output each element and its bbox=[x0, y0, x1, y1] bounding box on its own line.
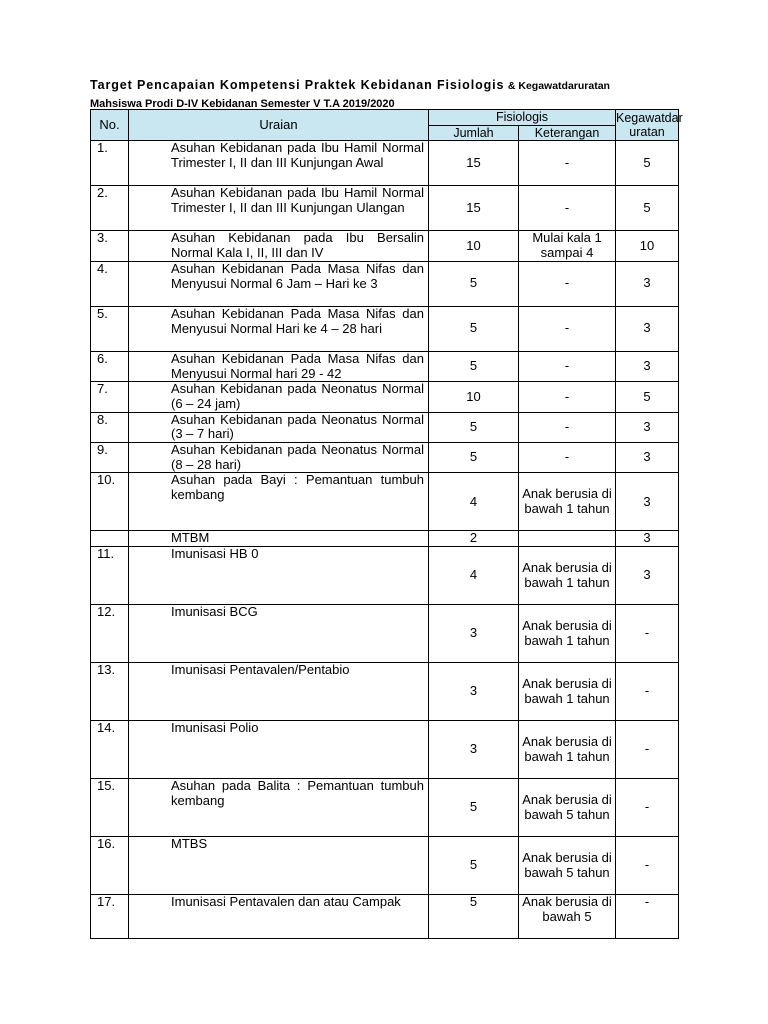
row-kegawatdaruratan: - bbox=[616, 721, 679, 779]
row-kegawatdaruratan: 3 bbox=[616, 531, 679, 547]
row-number: 14. bbox=[91, 721, 129, 779]
row-jumlah: 5 bbox=[429, 443, 519, 473]
row-uraian: Asuhan Kebidanan pada Neonatus Normal (3 – 7 hari) bbox=[129, 412, 429, 442]
table-row bbox=[91, 473, 679, 531]
row-keterangan: Mulai kala 1 sampai 4 bbox=[519, 231, 616, 261]
row-keterangan: Anak berusia di bawah 1 tahun bbox=[519, 721, 616, 779]
row-number: 8. bbox=[91, 412, 129, 442]
row-kegawatdaruratan: - bbox=[616, 837, 679, 895]
row-uraian: Asuhan pada Balita : Pemantuan tumbuh kembang bbox=[129, 779, 429, 837]
row-number: 1. bbox=[91, 141, 129, 186]
row-keterangan: - bbox=[519, 412, 616, 442]
row-number: 4. bbox=[91, 261, 129, 306]
row-keterangan: Anak berusia di bawah 5 tahun bbox=[519, 779, 616, 837]
row-kegawatdaruratan: 5 bbox=[616, 382, 679, 412]
row-jumlah: 5 bbox=[429, 895, 519, 939]
row-kegawatdaruratan: 3 bbox=[616, 547, 679, 605]
row-uraian: Asuhan Kebidanan Pada Masa Nifas dan Menyusui Normal Hari ke 4 – 28 hari bbox=[129, 306, 429, 351]
row-uraian: Asuhan Kebidanan pada Neonatus Normal (6 – 24 jam) bbox=[129, 382, 429, 412]
row-jumlah: 3 bbox=[429, 605, 519, 663]
table-row bbox=[91, 443, 679, 473]
row-number: 17. bbox=[91, 895, 129, 939]
table-row bbox=[91, 412, 679, 442]
table-row bbox=[91, 382, 679, 412]
header-fisiologis: Fisiologis bbox=[429, 110, 616, 126]
row-number: 6. bbox=[91, 351, 129, 381]
row-keterangan: Anak berusia di bawah 1 tahun bbox=[519, 605, 616, 663]
row-jumlah: 5 bbox=[429, 412, 519, 442]
row-uraian: Asuhan pada Bayi : Pemantuan tumbuh kembang bbox=[129, 473, 429, 531]
row-number: 5. bbox=[91, 306, 129, 351]
row-number: 2. bbox=[91, 186, 129, 231]
row-keterangan: - bbox=[519, 443, 616, 473]
row-uraian: Imunisasi BCG bbox=[129, 605, 429, 663]
row-jumlah: 3 bbox=[429, 663, 519, 721]
row-jumlah: 4 bbox=[429, 473, 519, 531]
header-kegawatdaruratan: Kegawatdar uratan bbox=[616, 110, 683, 140]
header-jumlah: Jumlah bbox=[429, 125, 519, 141]
row-number: 10. bbox=[91, 473, 129, 531]
row-jumlah: 5 bbox=[429, 306, 519, 351]
title-subtitle: Mahsiswa Prodi D-IV Kebidanan Semester V T.A 2019/2020 bbox=[90, 98, 395, 110]
row-jumlah: 3 bbox=[429, 721, 519, 779]
row-keterangan: Anak berusia di bawah 1 tahun bbox=[519, 663, 616, 721]
row-number: 11. bbox=[91, 547, 129, 605]
row-jumlah: 15 bbox=[429, 141, 519, 186]
row-keterangan: Anak berusia di bawah 5 tahun bbox=[519, 837, 616, 895]
row-number: 9. bbox=[91, 443, 129, 473]
row-kegawatdaruratan: 10 bbox=[616, 231, 679, 261]
row-jumlah: 10 bbox=[429, 231, 519, 261]
row-number bbox=[91, 531, 129, 547]
row-uraian: Imunisasi HB 0 bbox=[129, 547, 429, 605]
header-no: No. bbox=[91, 110, 129, 141]
row-uraian: Asuhan Kebidanan pada Ibu Hamil Normal Trimester I, II dan III Kunjungan Ulangan bbox=[129, 186, 429, 231]
row-number: 12. bbox=[91, 605, 129, 663]
row-uraian: Asuhan Kebidanan Pada Masa Nifas dan Menyusui Normal 6 Jam – Hari ke 3 bbox=[129, 261, 429, 306]
table-row bbox=[91, 663, 679, 721]
row-uraian: Asuhan Kebidanan pada Neonatus Normal (8 – 28 hari) bbox=[129, 443, 429, 473]
row-kegawatdaruratan: - bbox=[616, 779, 679, 837]
row-kegawatdaruratan: 5 bbox=[616, 141, 679, 186]
row-keterangan: - bbox=[519, 261, 616, 306]
row-uraian: Asuhan Kebidanan pada Ibu Hamil Normal Trimester I, II dan III Kunjungan Awal bbox=[129, 141, 429, 186]
row-uraian: MTBM bbox=[129, 531, 429, 547]
row-keterangan: Anak berusia di bawah 1 tahun bbox=[519, 473, 616, 531]
row-number: 15. bbox=[91, 779, 129, 837]
row-kegawatdaruratan: 3 bbox=[616, 412, 679, 442]
row-kegawatdaruratan: - bbox=[616, 663, 679, 721]
table-row bbox=[91, 351, 679, 381]
table-row bbox=[91, 141, 679, 186]
row-uraian: Imunisasi Pentavalen/Pentabio bbox=[129, 663, 429, 721]
table-row bbox=[91, 231, 679, 261]
row-jumlah: 2 bbox=[429, 531, 519, 547]
row-kegawatdaruratan: 3 bbox=[616, 306, 679, 351]
document-title bbox=[90, 76, 690, 113]
row-kegawatdaruratan: 3 bbox=[616, 351, 679, 381]
row-keterangan: - bbox=[519, 141, 616, 186]
header-keterangan: Keterangan bbox=[519, 125, 616, 141]
row-keterangan: - bbox=[519, 306, 616, 351]
row-keterangan: - bbox=[519, 382, 616, 412]
row-jumlah: 5 bbox=[429, 261, 519, 306]
table-row bbox=[91, 779, 679, 837]
title-main: Target Pencapaian Kompetensi Praktek Kebidanan Fisiologis bbox=[90, 78, 505, 92]
table-row bbox=[91, 837, 679, 895]
row-kegawatdaruratan: 3 bbox=[616, 443, 679, 473]
row-number: 16. bbox=[91, 837, 129, 895]
row-number: 3. bbox=[91, 231, 129, 261]
row-jumlah: 4 bbox=[429, 547, 519, 605]
row-jumlah: 5 bbox=[429, 351, 519, 381]
row-keterangan: - bbox=[519, 351, 616, 381]
table-row bbox=[91, 895, 679, 939]
table-row bbox=[91, 721, 679, 779]
row-kegawatdaruratan: 5 bbox=[616, 186, 679, 231]
table-row bbox=[91, 186, 679, 231]
row-kegawatdaruratan: 3 bbox=[616, 473, 679, 531]
row-kegawatdaruratan: - bbox=[616, 605, 679, 663]
row-uraian: MTBS bbox=[129, 837, 429, 895]
row-number: 7. bbox=[91, 382, 129, 412]
row-kegawatdaruratan: 3 bbox=[616, 261, 679, 306]
table-row bbox=[91, 531, 679, 547]
row-uraian: Asuhan Kebidanan pada Ibu Bersalin Normal Kala I, II, III dan IV bbox=[129, 231, 429, 261]
row-kegawatdaruratan: - bbox=[616, 895, 679, 939]
title-suffix: & Kegawatdaruratan bbox=[507, 80, 610, 92]
row-number: 13. bbox=[91, 663, 129, 721]
row-jumlah: 10 bbox=[429, 382, 519, 412]
header-uraian: Uraian bbox=[129, 110, 429, 141]
table-row bbox=[91, 605, 679, 663]
row-keterangan: - bbox=[519, 186, 616, 231]
table-row bbox=[91, 306, 679, 351]
row-uraian: Asuhan Kebidanan Pada Masa Nifas dan Menyusui Normal hari 29 - 42 bbox=[129, 351, 429, 381]
row-keterangan bbox=[519, 531, 616, 547]
row-jumlah: 15 bbox=[429, 186, 519, 231]
table-body bbox=[91, 141, 679, 939]
table-row bbox=[91, 547, 679, 605]
table-row bbox=[91, 261, 679, 306]
row-jumlah: 5 bbox=[429, 779, 519, 837]
row-uraian: Imunisasi Pentavalen dan atau Campak bbox=[129, 895, 429, 939]
competency-table bbox=[90, 109, 683, 939]
row-keterangan: Anak berusia di bawah 1 tahun bbox=[519, 547, 616, 605]
row-keterangan: Anak berusia di bawah 5 bbox=[519, 895, 616, 939]
row-jumlah: 5 bbox=[429, 837, 519, 895]
row-uraian: Imunisasi Polio bbox=[129, 721, 429, 779]
